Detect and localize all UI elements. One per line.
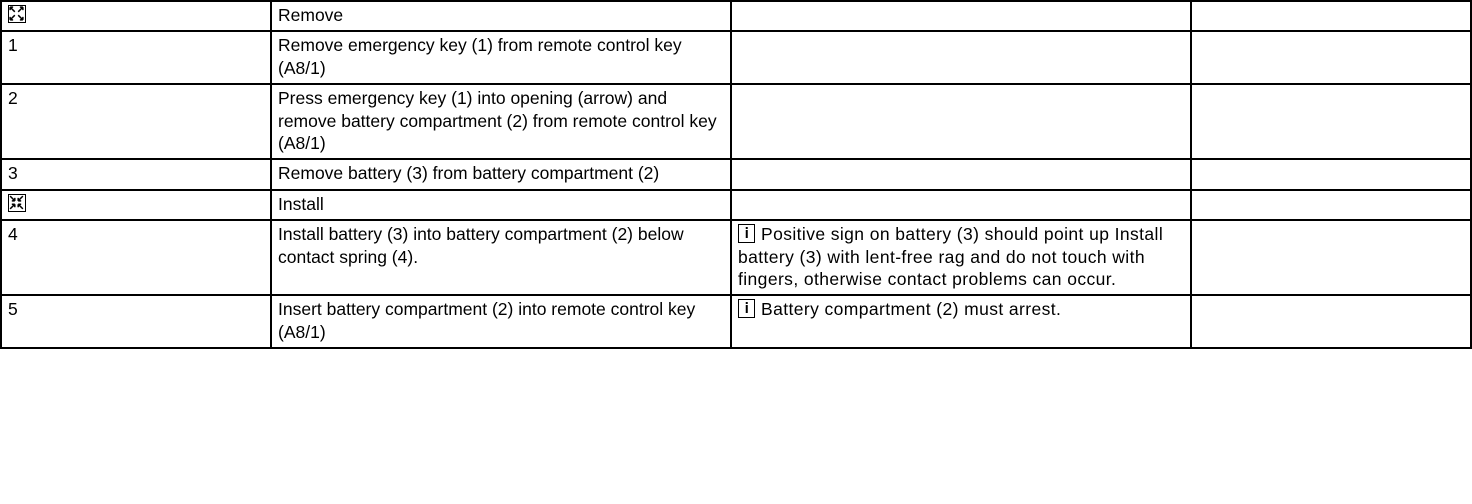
table-row xyxy=(1,31,1471,84)
table-row xyxy=(1,84,1471,159)
table-row xyxy=(1,295,1471,348)
row-icon-cell xyxy=(1,1,271,31)
step-text: Install battery (3) into battery compartment (2) below contact spring (4). xyxy=(271,220,731,295)
table-row xyxy=(1,159,1471,189)
info-icon xyxy=(738,224,755,243)
note-cell xyxy=(731,31,1191,84)
extra-cell xyxy=(1191,190,1471,220)
step-text: Insert battery compartment (2) into remote control key (A8/1) xyxy=(271,295,731,348)
extra-cell xyxy=(1191,1,1471,31)
note-cell xyxy=(731,190,1191,220)
note-cell xyxy=(731,220,1191,295)
extra-cell xyxy=(1191,84,1471,159)
extra-cell xyxy=(1191,159,1471,189)
note-text: Positive sign on battery (3) should point up Install battery (3) with lent-free rag and do not touch with fingers, otherwise contact problems can occur. xyxy=(738,224,1164,289)
extra-cell xyxy=(1191,31,1471,84)
section-heading-install: Install xyxy=(271,190,731,220)
note-cell xyxy=(731,1,1191,31)
expand-arrows-icon[interactable] xyxy=(8,5,26,23)
table-row xyxy=(1,220,1471,295)
step-text: Press emergency key (1) into opening (arrow) and remove battery compartment (2) from remote control key (A8/1) xyxy=(271,84,731,159)
extra-cell xyxy=(1191,295,1471,348)
step-number: 5 xyxy=(1,295,271,348)
table-row xyxy=(1,190,1471,220)
note-cell xyxy=(731,84,1191,159)
section-heading-remove: Remove xyxy=(271,1,731,31)
extra-cell xyxy=(1191,220,1471,295)
info-icon xyxy=(738,299,755,318)
note-cell xyxy=(731,159,1191,189)
step-number: 1 xyxy=(1,31,271,84)
step-number: 2 xyxy=(1,84,271,159)
row-icon-cell xyxy=(1,190,271,220)
note-text: Battery compartment (2) must arrest. xyxy=(761,299,1062,320)
step-number: 4 xyxy=(1,220,271,295)
step-text: Remove emergency key (1) from remote control key (A8/1) xyxy=(271,31,731,84)
step-number: 3 xyxy=(1,159,271,189)
step-text: Remove battery (3) from battery compartment (2) xyxy=(271,159,731,189)
note-cell xyxy=(731,295,1191,348)
collapse-arrows-icon[interactable] xyxy=(8,194,26,212)
table-row xyxy=(1,1,1471,31)
